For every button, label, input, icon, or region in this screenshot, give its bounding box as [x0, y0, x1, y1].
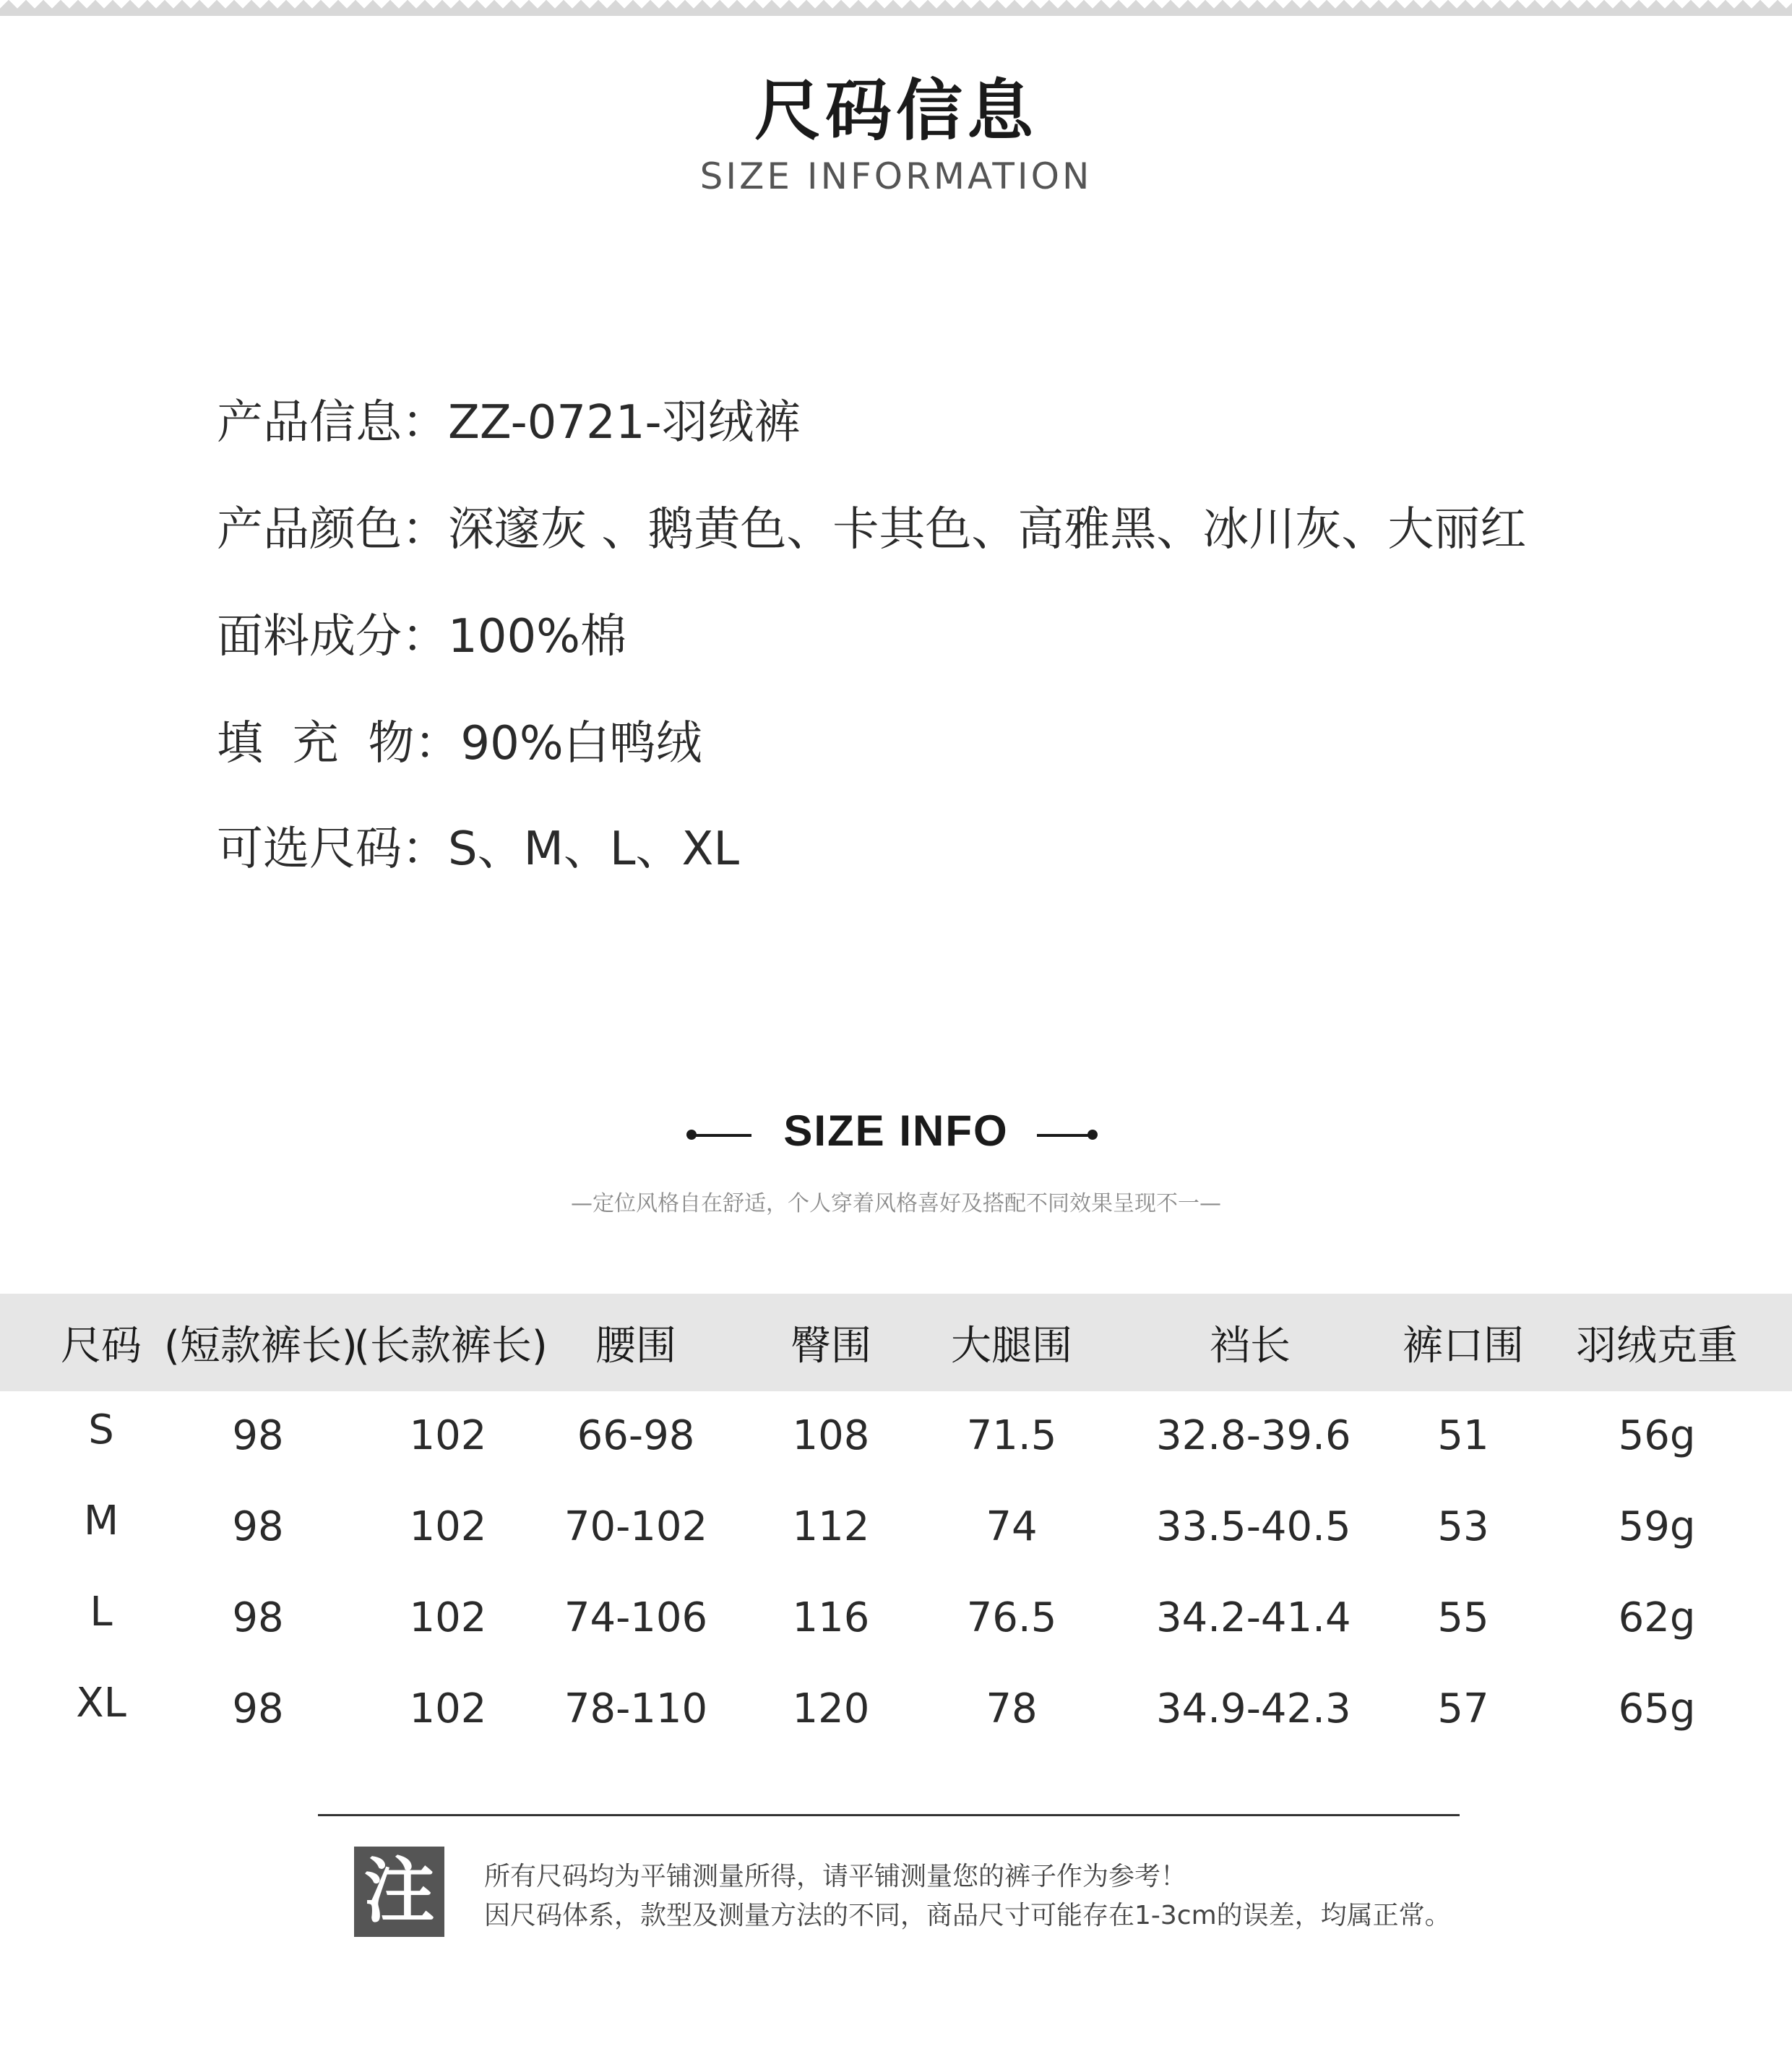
info-value: 100%棉	[448, 610, 626, 663]
table-cell: 98	[232, 1503, 284, 1550]
info-row-fabric	[217, 604, 626, 669]
table-cell: 98	[232, 1412, 284, 1459]
table-cell: 65g	[1618, 1685, 1696, 1732]
table-cell: 102	[409, 1594, 487, 1641]
info-label: 产品颜色：	[217, 503, 448, 556]
info-value: S、M、L、XL	[448, 822, 739, 876]
table-cell: 34.9-42.3	[1156, 1685, 1351, 1732]
info-row-product	[217, 390, 801, 455]
table-cell: 74-106	[564, 1594, 708, 1641]
table-cell: S	[88, 1406, 114, 1453]
table-cell: M	[83, 1497, 119, 1544]
table-cell: 120	[792, 1685, 870, 1732]
size-info-heading: SIZE INFO	[783, 1106, 1009, 1155]
info-value: 90%白鸭绒	[460, 717, 702, 770]
info-label: 面料成分：	[217, 610, 448, 663]
table-header-cell: 裤口围	[1403, 1323, 1524, 1370]
table-header-cell: 大腿围	[951, 1323, 1072, 1370]
table-header-cell: 羽绒克重	[1576, 1323, 1738, 1370]
table-cell: 74	[986, 1503, 1038, 1550]
decor-dot-right	[1087, 1130, 1098, 1140]
table-cell: 62g	[1618, 1594, 1696, 1641]
top-zigzag-border	[0, 0, 1792, 29]
info-label: 可选尺码：	[217, 822, 448, 876]
table-cell: 56g	[1618, 1412, 1696, 1459]
table-cell: 51	[1437, 1412, 1489, 1459]
info-label: 产品信息：	[217, 396, 448, 450]
table-cell: 102	[409, 1503, 487, 1550]
table-cell: 53	[1437, 1503, 1489, 1550]
size-info-subtitle: —定位风格自在舒适，个人穿着风格喜好及搭配不同效果呈现不一—	[571, 1191, 1221, 1216]
table-cell: 76.5	[966, 1594, 1057, 1641]
table-header-cell: (长款裤长)	[354, 1323, 548, 1370]
table-cell: 70-102	[564, 1503, 708, 1550]
table-cell: 34.2-41.4	[1156, 1594, 1351, 1641]
table-cell: 108	[792, 1412, 870, 1459]
info-value: ZZ-0721-羽绒裤	[448, 396, 801, 450]
table-cell: 66-98	[577, 1412, 695, 1459]
table-cell: 102	[409, 1412, 487, 1459]
info-row-filling	[217, 711, 702, 776]
table-cell: 57	[1437, 1685, 1489, 1732]
info-value: 深邃灰 、鹅黄色、卡其色、高雅黑、冰川灰、大丽红	[448, 503, 1527, 556]
table-header-cell: 裆长	[1210, 1323, 1291, 1370]
table-cell: 33.5-40.5	[1156, 1503, 1351, 1550]
table-cell: L	[90, 1589, 113, 1636]
table-cell: 32.8-39.6	[1156, 1412, 1351, 1459]
table-cell: 116	[792, 1594, 870, 1641]
page-subtitle: SIZE INFORMATION	[699, 155, 1093, 197]
table-cell: 98	[232, 1685, 284, 1732]
info-row-colors	[217, 497, 1526, 562]
table-cell: 71.5	[966, 1412, 1057, 1459]
table-cell: 55	[1437, 1594, 1489, 1641]
info-row-sizes	[217, 817, 739, 882]
table-cell: 112	[792, 1503, 870, 1550]
table-cell: 78-110	[564, 1685, 708, 1732]
table-cell: 102	[409, 1685, 487, 1732]
note-badge: 注	[354, 1847, 444, 1937]
table-cell: 59g	[1618, 1503, 1696, 1550]
table-header-cell: 臀围	[791, 1323, 871, 1370]
table-cell: 78	[986, 1685, 1038, 1732]
decor-line-right	[1037, 1134, 1095, 1137]
table-cell: XL	[76, 1680, 126, 1727]
note-line-1: 所有尺码均为平铺测量所得，请平铺测量您的裤子作为参考！	[484, 1862, 1187, 1891]
page-title: 尺码信息	[754, 72, 1038, 150]
table-header-cell: (短款裤长)	[164, 1323, 358, 1370]
info-label: 填 充 物：	[217, 717, 461, 770]
table-header-cell: 尺码	[61, 1323, 142, 1370]
table-cell: 98	[232, 1594, 284, 1641]
note-divider	[318, 1814, 1460, 1816]
table-header-cell: 腰围	[595, 1323, 676, 1370]
note-line-2: 因尺码体系，款型及测量方法的不同，商品尺寸可能存在1-3cm的误差，均属正常。	[484, 1901, 1451, 1930]
